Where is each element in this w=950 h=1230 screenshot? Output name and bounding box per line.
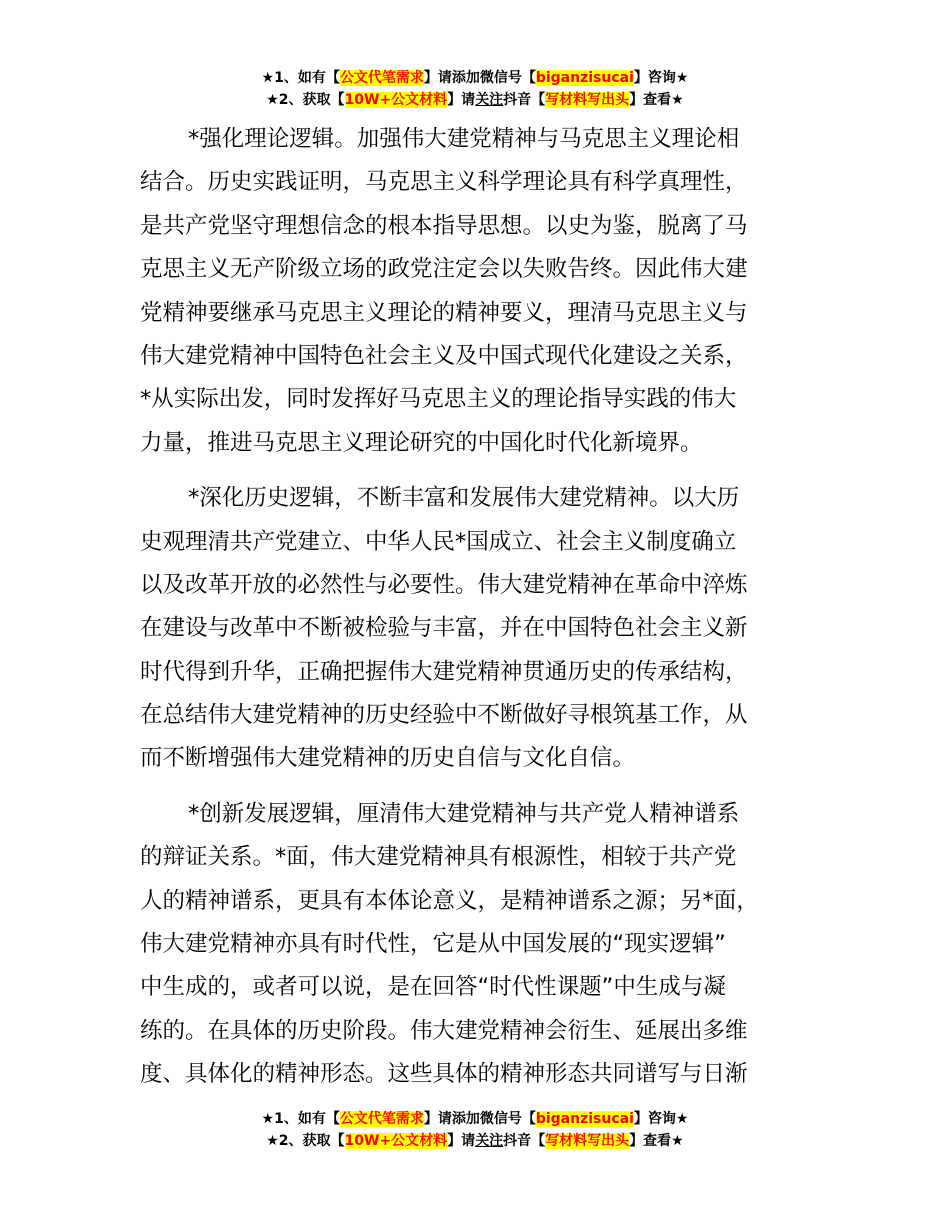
text-line: *创新发展逻辑，厘清伟大建党精神与共产党人精神谱系 [188,800,740,827]
highlight-douyin: 写材料写出头 [545,92,630,108]
highlight-wechat-id: biganzisucai [535,70,634,86]
footer-banner [0,1108,950,1152]
header-row-1 [0,67,950,89]
paragraph [140,793,830,1097]
text-line: 在总结伟大建党精神的历史经验中不断做好寻根筑基工作，从 [140,702,748,729]
text-line: 时代得到升华，正确把握伟大建党精神贯通历史的传承结构， [140,658,748,685]
footer-row-2 [0,1130,950,1152]
text-line: *强化理论逻辑。加强伟大建党精神与马克思主义理论相 [188,126,740,152]
text-line: 是共产党坚守理想信念的根本指导思想。以史为鉴，脱离了马 [140,212,748,239]
text-line: 的辩证关系。*面，伟大建党精神具有根源性，相较于共产党 [140,844,737,871]
text-line: 在建设与改革中不断被检验与丰富，并在中国特色社会主义新 [140,615,748,642]
banner-text: 】请 [447,92,476,108]
banner-text: 】请添加微信号【 [423,70,536,86]
underlined-follow: 关注 [475,1133,504,1149]
underlined-follow: 关注 [475,92,504,108]
paragraph [140,477,830,781]
text-line: 克思主义无产阶级立场的政党注定会以失败告终。因此伟大建 [140,256,748,283]
banner-text: 】查看★ [629,1133,684,1149]
banner-text: ★2、获取【 [266,92,345,108]
banner-text: 】咨询★ [633,70,689,86]
highlight-wechat-id: biganzisucai [535,1111,634,1127]
highlight-douyin: 写材料写出头 [545,1133,630,1149]
text-line: 伟大建党精神中国特色社会主义及中国式现代化建设之关系， [140,342,748,369]
header-row-2 [0,89,950,111]
banner-text: 】咨询★ [633,1111,689,1127]
banner-text: 】请添加微信号【 [423,1111,536,1127]
banner-text: 抖音【 [503,1133,546,1149]
text-line: 而不断增强伟大建党精神的历史自信与文化自信。 [140,745,636,772]
paragraph [140,118,830,465]
text-line: 中生成的，或者可以说，是在回答“时代性课题”中生成与凝 [140,974,726,1001]
document-body [140,118,830,1109]
text-line: 史观理清共产党建立、中华人民*国成立、社会主义制度确立 [140,528,737,555]
banner-text: ★2、获取【 [266,1133,345,1149]
text-line: 结合。历史实践证明，马克思主义科学理论具有科学真理性， [140,169,748,196]
text-line: 力量，推进马克思主义理论研究的中国化时代化新境界。 [140,429,703,456]
text-line: *从实际出发，同时发挥好马克思主义的理论指导实践的伟大 [140,386,737,413]
text-line: 度、具体化的精神形态。这些具体的精神形态共同谱写与日渐 [140,1061,748,1088]
highlight-service: 公文代笔需求 [339,1111,424,1127]
highlight-materials: 10W+公文材料 [344,1133,448,1149]
banner-text: 】查看★ [629,92,684,108]
text-line: *深化历史逻辑，不断丰富和发展伟大建党精神。以大历 [188,485,740,512]
banner-text: ★1、如有【 [261,70,340,86]
highlight-service: 公文代笔需求 [339,70,424,86]
highlight-materials: 10W+公文材料 [344,92,448,108]
header-banner [0,67,950,111]
text-line: 以及改革开放的必然性与必要性。伟大建党精神在革命中淬炼 [140,571,748,598]
text-line: 党精神要继承马克思主义理论的精神要义，理清马克思主义与 [140,299,748,326]
banner-text: 抖音【 [503,92,546,108]
footer-row-1 [0,1108,950,1130]
banner-text: 】请 [447,1133,476,1149]
text-line: 伟大建党精神亦具有时代性，它是从中国发展的“现实逻辑” [140,931,726,958]
text-line: 人的精神谱系，更具有本体论意义，是精神谱系之源；另*面， [140,887,759,914]
banner-text: ★1、如有【 [261,1111,340,1127]
text-line: 练的。在具体的历史阶段。伟大建党精神会衍生、延展出多维 [140,1017,748,1044]
